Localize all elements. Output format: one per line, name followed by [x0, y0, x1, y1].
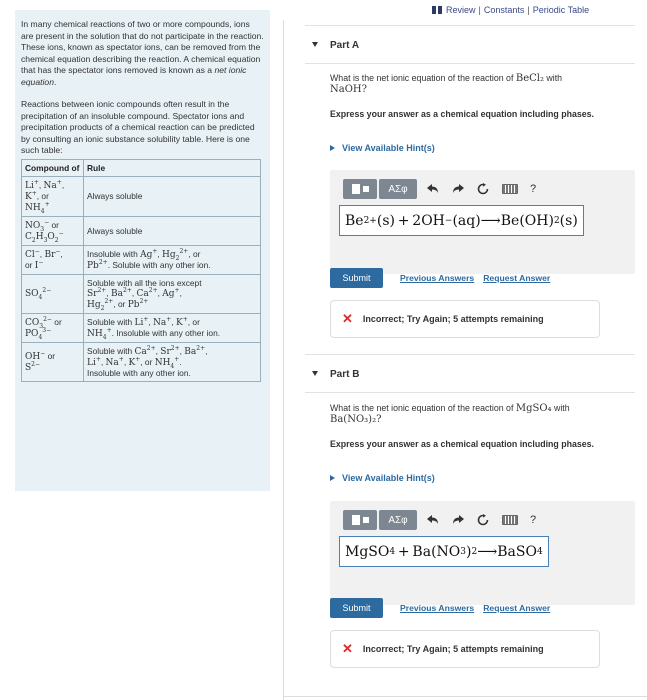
- template-icon: [352, 184, 360, 194]
- separator: |: [478, 5, 481, 15]
- part-b-instruction: Express your answer as a chemical equation including phases.: [330, 439, 595, 449]
- equation-toolbar: [343, 509, 536, 531]
- part-divider: [305, 63, 635, 64]
- keyboard-icon[interactable]: [502, 184, 518, 194]
- rule-cell: Soluble with Li+, Na+, K+, or $NH_4^+$. Insoluble with any other ion.: [84, 313, 261, 342]
- part-b-hint-link[interactable]: View Available Hint(s): [330, 473, 435, 483]
- redo-icon[interactable]: [449, 180, 467, 198]
- bottom-divider: [283, 696, 647, 697]
- part-a-feedback: ✕ Incorrect; Try Again; 5 attempts remaining: [330, 300, 600, 338]
- undo-icon[interactable]: [424, 511, 442, 529]
- part-b-feedback: ✕ Incorrect; Try Again; 5 attempts remaining: [330, 630, 600, 668]
- table-row: [22, 342, 261, 381]
- part-divider: [305, 25, 635, 26]
- part-b-question: What is the net ionic equation of the reaction of MgSO₄ with Ba(NO₃)₂?: [330, 403, 570, 425]
- template-icon: [352, 515, 360, 525]
- header-rule: Rule: [84, 159, 261, 176]
- part-a-equation-input[interactable]: Be 2+ (s) + 2OH − (aq)⟶Be(OH) 2 (s): [339, 205, 584, 236]
- table-row: [22, 274, 261, 313]
- compound-cell: Cl−, Br−, or I−: [22, 245, 84, 274]
- help-icon[interactable]: ?: [530, 514, 537, 526]
- redo-icon[interactable]: [449, 511, 467, 529]
- close-icon: ✕: [342, 311, 353, 326]
- header-compound: Compound of: [22, 159, 84, 176]
- part-a-request-answer-link[interactable]: Request Answer: [483, 273, 551, 283]
- part-divider: [305, 392, 635, 393]
- template-button[interactable]: [343, 510, 377, 530]
- compound-cell: $SO_4^{2-}$: [22, 274, 84, 313]
- part-a-instruction: Express your answer as a chemical equation including phases.: [330, 109, 595, 119]
- greek-button[interactable]: ΑΣφ: [379, 179, 417, 199]
- caret-down-icon: [312, 371, 318, 376]
- rule-cell: Soluble with $Ca^{2+}$, $Sr^{2+}$, $Ba^{2+}$, Li+, Na+, K+, or $NH_4^+$. Insoluble with any other ion.: [84, 342, 261, 381]
- table-header-row: [22, 159, 261, 176]
- part-a-previous-answers-link[interactable]: Previous Answers: [400, 273, 475, 283]
- equation-toolbar: [343, 178, 536, 200]
- part-b-equation-input[interactable]: MgSO 4 + Ba(NO 3 ) 2 ⟶BaSO 4: [339, 536, 549, 567]
- caret-right-icon: [330, 145, 335, 151]
- compound-cell: $CO_3^{2-}$ or $PO_4^{3-}$: [22, 313, 84, 342]
- table-row: [22, 216, 261, 245]
- periodic-table-link[interactable]: Periodic Table: [532, 5, 590, 15]
- compound-cell: OH− or $S^{2-}$: [22, 342, 84, 381]
- bars-icon: [432, 6, 442, 14]
- template-button[interactable]: [343, 179, 377, 199]
- greek-button[interactable]: ΑΣφ: [379, 510, 417, 530]
- top-links: [432, 5, 589, 15]
- caret-right-icon: [330, 475, 335, 481]
- table-row: [22, 176, 261, 216]
- part-b-header[interactable]: Part B: [312, 369, 359, 380]
- part-b-actions: [330, 598, 559, 618]
- part-a-hint-link[interactable]: View Available Hint(s): [330, 143, 435, 153]
- review-link[interactable]: Review: [446, 5, 476, 15]
- part-b-previous-answers-link[interactable]: Previous Answers: [400, 603, 475, 613]
- intro-paragraph-1: In many chemical reactions of two or more compounds, ions are present in the solution that do not participate in the reaction. These ions, known as spectator ions, can be removed from the chemical equation describing the reaction. A chemical equation that has the spectator ions removed is known as a net ionic equation.: [21, 19, 264, 87]
- part-b-request-answer-link[interactable]: Request Answer: [483, 603, 551, 613]
- part-a-submit-button[interactable]: Submit: [330, 268, 383, 288]
- rule-cell: Always soluble: [84, 216, 261, 245]
- reset-icon[interactable]: [474, 180, 492, 198]
- constants-link[interactable]: Constants: [483, 5, 525, 15]
- part-b-submit-button[interactable]: Submit: [330, 598, 383, 618]
- undo-icon[interactable]: [424, 180, 442, 198]
- solubility-table: [21, 159, 261, 382]
- part-a-header[interactable]: Part A: [312, 40, 359, 51]
- part-divider: [305, 354, 635, 355]
- table-row: [22, 313, 261, 342]
- help-icon[interactable]: ?: [530, 183, 537, 195]
- column-divider: [283, 20, 284, 700]
- rule-cell: Insoluble with Ag+, $Hg_2^{2+}$, or $Pb^{2+}$. Soluble with any other ion.: [84, 245, 261, 274]
- part-a-answer-box: [330, 170, 635, 274]
- rule-cell: Soluble with all the ions except $Sr^{2+}$, $Ba^{2+}$, $Ca^{2+}$, Ag+, $Hg_2^{2+}$, or $Pb^{2+}$: [84, 274, 261, 313]
- close-icon: ✕: [342, 641, 353, 656]
- intro-paragraph-2: Reactions between ionic compounds often result in the precipitation of an insoluble compound. Spectator ions and precipitation products of a chemical reaction can be predicted by consulting an ionic substance solubility table. Here is one such table:: [21, 99, 255, 155]
- compound-cell: Li+, Na+, K+, or $NH_4^+$: [22, 176, 84, 216]
- compound-cell: $NO_3^-$ or $C_2H_3O_2^-$: [22, 216, 84, 245]
- net-ionic-term: net ionic equation: [21, 65, 247, 87]
- separator: |: [527, 5, 530, 15]
- part-a-actions: [330, 268, 559, 288]
- caret-down-icon: [312, 42, 318, 47]
- part-a-question: What is the net ionic equation of the reaction of BeCl₂ with NaOH?: [330, 73, 563, 95]
- keyboard-icon[interactable]: [502, 515, 518, 525]
- reset-icon[interactable]: [474, 511, 492, 529]
- info-panel: [15, 10, 270, 491]
- table-row: [22, 245, 261, 274]
- part-b-answer-box: [330, 501, 635, 605]
- rule-cell: Always soluble: [84, 176, 261, 216]
